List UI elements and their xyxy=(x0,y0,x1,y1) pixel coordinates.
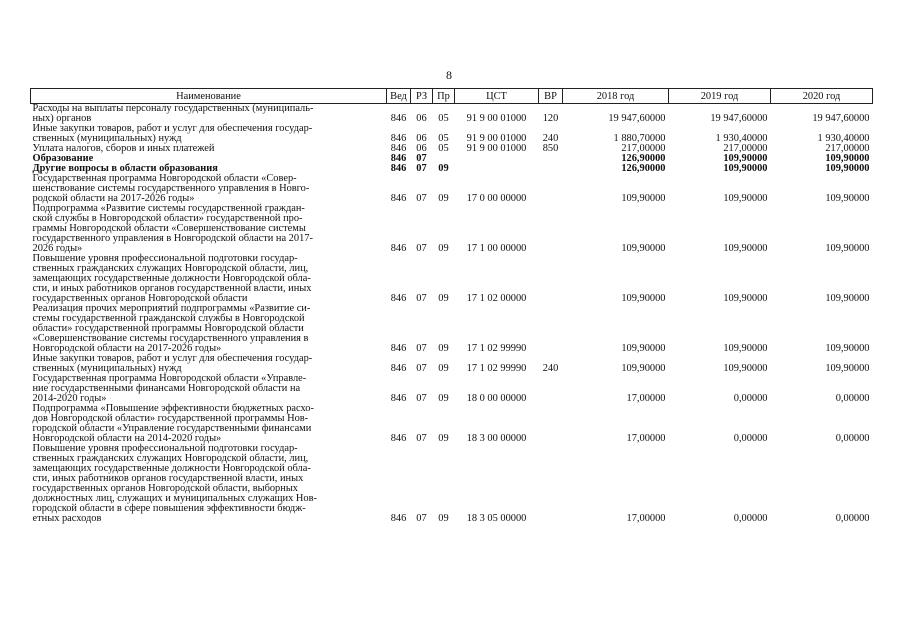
row-vr xyxy=(539,254,563,304)
row-cst xyxy=(455,154,539,164)
row-2018: 126,90000 xyxy=(621,153,666,164)
row-name: Подпрограмма «Развитие системы государственной граждан- ской службы в Новгородской области» государственной про- граммы Новгородской области «Совершенствование системы государственного управления в Новгородской области на 2017- 2026 годы» xyxy=(32,203,313,254)
row-pr: 09 xyxy=(438,193,449,204)
row-rz: 06 xyxy=(416,113,427,124)
row-pr: 09 xyxy=(438,363,449,374)
row-2019: 109,90000 xyxy=(723,293,768,304)
table-row xyxy=(31,124,873,144)
table-row xyxy=(31,204,873,254)
header-2020: 2020 год xyxy=(771,89,873,104)
row-name: Иные закупки товаров, работ и услуг для обеспечения государ- ственных (муниципальных) нужд xyxy=(32,123,313,144)
row-2020: 1 930,40000 xyxy=(817,133,870,144)
header-pr: Пр xyxy=(433,89,455,104)
row-vr xyxy=(539,444,563,524)
row-vr xyxy=(539,374,563,404)
row-rz: 07 xyxy=(416,513,427,524)
row-pr: 09 xyxy=(438,433,449,444)
row-pr: 09 xyxy=(438,343,449,354)
row-name: Реализация прочих мероприятий подпрограммы «Развитие си- стемы государственной гражданской службы в Новгородской области» государственной программы Новгородской области «Совершенствование системы государственного управления в Новгородской области на 2017-2026 годы» xyxy=(32,303,311,354)
row-cst: 17 1 02 99990 xyxy=(466,363,527,374)
row-2019: 109,90000 xyxy=(723,363,768,374)
row-name: Другие вопросы в области образования xyxy=(32,163,218,174)
row-ved: 846 xyxy=(390,433,407,444)
row-ved: 846 xyxy=(390,513,407,524)
row-cst: 17 1 02 00000 xyxy=(466,293,527,304)
budget-table xyxy=(30,88,873,524)
row-name: Государственная программа Новгородской области «Совер- шенствование системы государственного управления в Новго- родской области на 2017-2026 годы» xyxy=(32,173,310,204)
row-rz: 07 xyxy=(416,163,427,174)
row-ved: 846 xyxy=(390,393,407,404)
row-2018: 217,00000 xyxy=(621,143,666,154)
row-2018: 1 880,70000 xyxy=(613,133,666,144)
row-cst: 17 1 02 99990 xyxy=(466,343,527,354)
table-row xyxy=(31,104,873,125)
row-name: Расходы на выплаты персоналу государственных (муниципаль- ных) органов xyxy=(32,103,314,124)
row-name: Повышение уровня профессиональной подготовки государ- ственных гражданских служащих Новгородской области, лиц, замещающих государственные должности Новгородской обла- сти, иных работников органов государственной власти, иных государственных органов Новгородской области, выборных должностных лиц, служащих и муниципальных служащих Нов- городской области в сфере повышения эффективности бюдж- етных расходов xyxy=(32,443,317,524)
row-name: Подпрограмма «Повышение эффективности бюджетных расхо- дов Новгородской области» государственной программы Нов- городской области «Управление государственными финансами Новгородской области на 2014-2020 годы» xyxy=(32,403,314,444)
row-rz: 07 xyxy=(416,293,427,304)
table-row xyxy=(31,404,873,444)
row-ved: 846 xyxy=(390,143,407,154)
row-vr xyxy=(539,174,563,204)
row-2019: 109,90000 xyxy=(723,243,768,254)
row-2018: 17,00000 xyxy=(626,513,666,524)
row-pr: 05 xyxy=(438,113,449,124)
header-name: Наименование xyxy=(31,89,387,104)
header-vr: ВР xyxy=(539,89,563,104)
header-2018: 2018 год xyxy=(563,89,669,104)
row-2020: 0,00000 xyxy=(835,513,870,524)
row-pr: 09 xyxy=(438,163,449,174)
row-rz: 07 xyxy=(416,393,427,404)
row-cst: 18 0 00 00000 xyxy=(466,393,527,404)
row-name: Уплата налогов, сборов и иных платежей xyxy=(32,143,215,154)
header-rz: РЗ xyxy=(411,89,433,104)
row-cst xyxy=(455,164,539,174)
row-ved: 846 xyxy=(390,193,407,204)
row-2020: 109,90000 xyxy=(825,193,870,204)
row-2020: 109,90000 xyxy=(825,343,870,354)
table-row xyxy=(31,254,873,304)
table-row xyxy=(31,354,873,374)
row-2019: 0,00000 xyxy=(733,433,768,444)
row-2019: 109,90000 xyxy=(723,163,768,174)
row-2018: 17,00000 xyxy=(626,433,666,444)
row-2018: 109,90000 xyxy=(621,193,666,204)
row-2020: 0,00000 xyxy=(835,393,870,404)
row-ved: 846 xyxy=(390,113,407,124)
row-pr: 05 xyxy=(438,133,449,144)
row-rz: 07 xyxy=(416,193,427,204)
page-number: 8 xyxy=(446,68,452,82)
row-2020: 0,00000 xyxy=(835,433,870,444)
row-vr: 850 xyxy=(542,143,559,154)
row-rz: 07 xyxy=(416,243,427,254)
row-2018: 19 947,60000 xyxy=(608,113,666,124)
row-rz: 06 xyxy=(416,143,427,154)
row-vr xyxy=(539,404,563,444)
row-2020: 109,90000 xyxy=(825,153,870,164)
row-vr: 120 xyxy=(542,113,559,124)
row-vr: 240 xyxy=(542,133,559,144)
row-pr: 09 xyxy=(438,513,449,524)
row-cst: 17 1 00 00000 xyxy=(466,243,527,254)
row-2020: 109,90000 xyxy=(825,163,870,174)
row-pr: 05 xyxy=(438,143,449,154)
row-ved: 846 xyxy=(390,363,407,374)
row-cst: 17 0 00 00000 xyxy=(466,193,527,204)
row-2020: 109,90000 xyxy=(825,293,870,304)
row-pr: 09 xyxy=(438,293,449,304)
row-name: Повышение уровня профессиональной подготовки государ- ственных гражданских служащих Новгородской области, лиц, замещающих государственные должности Новгородской обла- сти, и иных работников органов государственной власти, иных государственных органов Новгородской области xyxy=(32,253,312,304)
row-ved: 846 xyxy=(390,133,407,144)
row-2019: 217,00000 xyxy=(723,143,768,154)
table-row xyxy=(31,444,873,524)
row-vr xyxy=(539,304,563,354)
row-pr: 09 xyxy=(438,243,449,254)
row-pr: 09 xyxy=(438,393,449,404)
row-vr xyxy=(539,154,563,164)
row-2018: 109,90000 xyxy=(621,243,666,254)
row-name: Иные закупки товаров, работ и услуг для обеспечения государ- ственных (муниципальных) нужд xyxy=(32,353,313,374)
row-cst: 18 3 05 00000 xyxy=(466,513,527,524)
row-2018: 17,00000 xyxy=(626,393,666,404)
row-rz: 07 xyxy=(416,363,427,374)
row-name: Государственная программа Новгородской области «Управле- ние государственными финансами Новгородской области на 2014-2020 годы» xyxy=(32,373,307,404)
table-row xyxy=(31,374,873,404)
row-vr: 240 xyxy=(542,363,559,374)
row-rz: 07 xyxy=(416,343,427,354)
row-cst: 91 9 00 01000 xyxy=(466,133,527,144)
row-2020: 217,00000 xyxy=(825,143,870,154)
table-row xyxy=(31,304,873,354)
table-row xyxy=(31,174,873,204)
row-2019: 1 930,40000 xyxy=(715,133,768,144)
row-2019: 19 947,60000 xyxy=(710,113,768,124)
row-rz: 06 xyxy=(416,133,427,144)
row-cst: 18 3 00 00000 xyxy=(466,433,527,444)
header-2019: 2019 год xyxy=(669,89,771,104)
row-2018: 109,90000 xyxy=(621,343,666,354)
row-2018: 109,90000 xyxy=(621,363,666,374)
row-ved: 846 xyxy=(390,243,407,254)
row-vr xyxy=(539,164,563,174)
table-header-row xyxy=(31,89,873,104)
row-2019: 0,00000 xyxy=(733,393,768,404)
row-2019: 109,90000 xyxy=(723,153,768,164)
row-ved: 846 xyxy=(390,343,407,354)
row-2019: 0,00000 xyxy=(733,513,768,524)
row-2018: 126,90000 xyxy=(621,163,666,174)
row-ved: 846 xyxy=(390,153,407,164)
row-2019: 109,90000 xyxy=(723,343,768,354)
row-ved: 846 xyxy=(390,163,407,174)
row-cst: 91 9 00 01000 xyxy=(466,113,527,124)
row-ved: 846 xyxy=(390,293,407,304)
row-2020: 19 947,60000 xyxy=(812,113,870,124)
row-2020: 109,90000 xyxy=(825,243,870,254)
header-cst: ЦСТ xyxy=(455,89,539,104)
row-2020: 109,90000 xyxy=(825,363,870,374)
row-vr xyxy=(539,204,563,254)
row-2018: 109,90000 xyxy=(621,293,666,304)
row-name: Образование xyxy=(32,153,94,164)
row-cst: 91 9 00 01000 xyxy=(466,143,527,154)
row-rz: 07 xyxy=(416,153,427,164)
row-2019: 109,90000 xyxy=(723,193,768,204)
header-ved: Вед xyxy=(387,89,411,104)
row-rz: 07 xyxy=(416,433,427,444)
